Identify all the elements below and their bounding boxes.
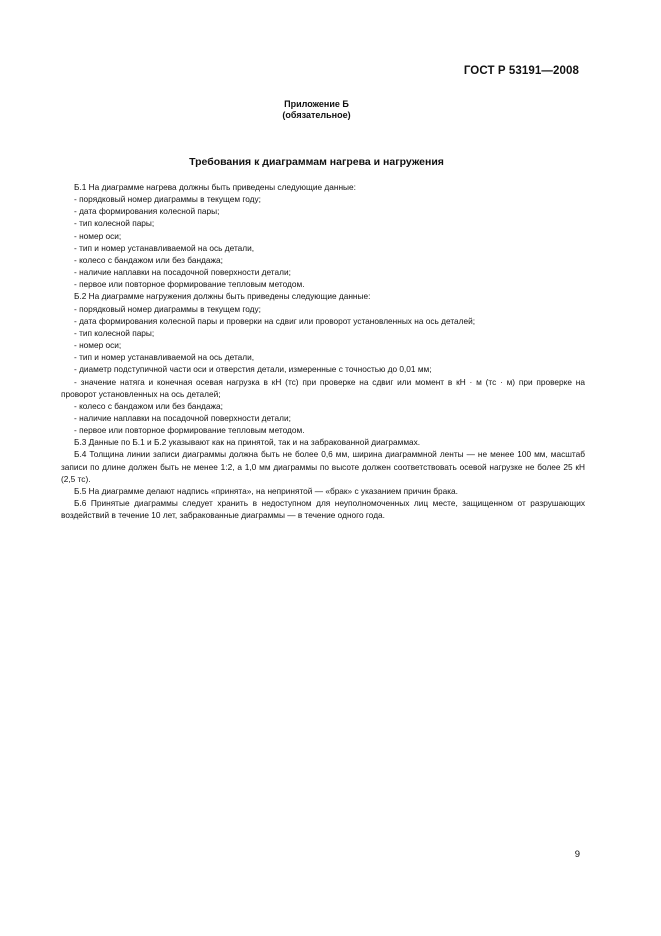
- paragraph-b6: Б.6 Принятые диаграммы следует хранить в недоступном для неуполномоченных лиц месте, защищенном от разрушающих воздействий в течение 10 лет, забракованные диаграммы — в течение одного года.: [61, 498, 585, 521]
- list-item: - наличие наплавки на посадочной поверхности детали;: [74, 267, 291, 278]
- paragraph-b5: Б.5 На диаграмме делают надпись «принята», на непринятой — «брак» с указанием причин брака.: [74, 485, 458, 496]
- list-item: - номер оси;: [74, 340, 122, 351]
- document-body: [61, 181, 585, 521]
- list-item: - тип колесной пары;: [74, 218, 155, 229]
- list-item: - дата формирования колесной пары;: [74, 206, 220, 217]
- list-item: - колесо с бандажом или без бандажа;: [74, 400, 223, 411]
- paragraph-b2: Б.2 На диаграмме нагружения должны быть приведены следующие данные:: [74, 291, 371, 302]
- list-item: - колесо с бандажом или без бандажа;: [74, 254, 223, 265]
- list-item: - номер оси;: [74, 230, 122, 241]
- list-item: - порядковый номер диаграммы в текущем году;: [74, 194, 261, 205]
- paragraph-b4: Б.4 Толщина линии записи диаграммы должна быть не более 0,6 мм, ширина диаграммной ленты — не менее 100 мм, масштаб записи по длине должен быть не менее 1:2, а 1,0 мм диаграммы по высоте должен соответствовать осевой нагрузке не более 25 кН (2,5 тс).: [61, 449, 585, 484]
- list-item: - порядковый номер диаграммы в текущем году;: [74, 303, 261, 314]
- list-item: - тип и номер устанавливаемой на ось детали,: [74, 352, 255, 363]
- paragraph-b1: Б.1 На диаграмме нагрева должны быть приведены следующие данные:: [74, 182, 356, 192]
- list-item: - значение натяга и конечная осевая нагрузка в кН (тс) при проверке на сдвиг или момент в кН · м (тс · м) при проверке на проворот установленных на ось деталей;: [61, 376, 585, 399]
- appendix-status: (обязательное): [282, 110, 351, 120]
- page-number: 9: [574, 849, 580, 860]
- paragraph-b3: Б.3 Данные по Б.1 и Б.2 указывают как на принятой, так и на забракованной диаграммах.: [74, 437, 421, 448]
- list-item: - тип и номер устанавливаемой на ось детали,: [74, 242, 255, 253]
- list-item: - диаметр подступичной части оси и отверстия детали, измеренные с точностью до 0,01 мм;: [74, 364, 432, 375]
- list-item: - наличие наплавки на посадочной поверхности детали;: [74, 412, 291, 423]
- list-item: - тип колесной пары;: [74, 327, 155, 338]
- appendix-heading: [0, 99, 633, 121]
- list-item: - первое или повторное формирование тепловым методом.: [74, 425, 305, 436]
- appendix-title: Приложение Б: [284, 99, 349, 109]
- list-item: - дата формирования колесной пары и проверки на сдвиг или проворот установленных на ось деталей;: [74, 315, 476, 326]
- list-item: - первое или повторное формирование тепловым методом.: [74, 279, 305, 290]
- section-title: Требования к диаграммам нагрева и нагружения: [189, 156, 444, 168]
- document-header: ГОСТ Р 53191—2008: [463, 65, 579, 77]
